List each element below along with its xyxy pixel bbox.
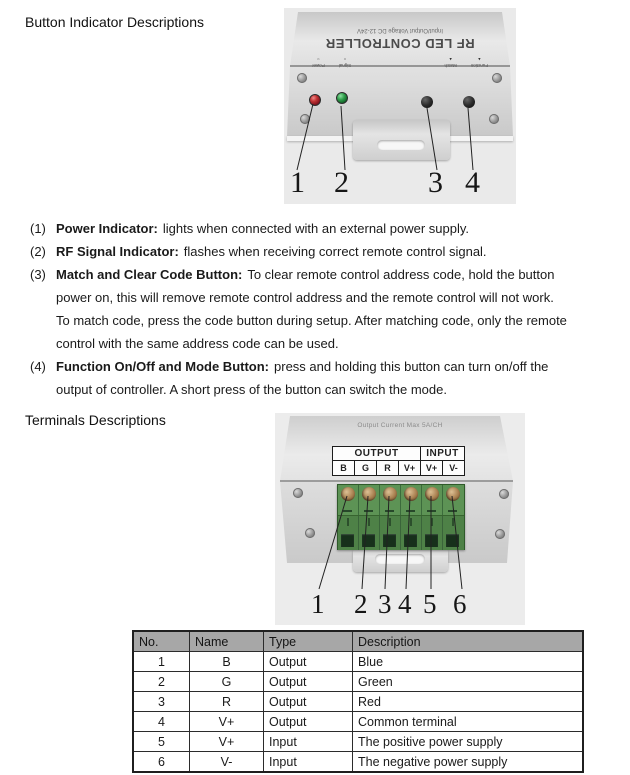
table-cell: Green <box>353 672 584 692</box>
item-title: Power Indicator: <box>56 221 158 236</box>
item-title: RF Signal Indicator: <box>56 244 179 259</box>
table-cell: 4 <box>133 712 190 732</box>
pin-group-label: OUTPUT <box>333 447 421 461</box>
column-header: Name <box>190 631 264 652</box>
table-cell: 2 <box>133 672 190 692</box>
item-text: control with the same address code can be used. <box>56 336 339 351</box>
list-item <box>30 355 622 401</box>
table-row <box>133 712 583 732</box>
table-cell: 6 <box>133 752 190 773</box>
item-text: press and holding this button can turn on/off the <box>274 359 549 374</box>
table-row <box>133 752 583 773</box>
item-text: flashes when receiving correct remote control signal. <box>183 244 487 259</box>
page-title: Button Indicator Descriptions <box>25 14 204 30</box>
button-descriptions <box>30 217 622 401</box>
panel-label-text: Signal <box>338 63 352 68</box>
item-text: output of controller. A short press of the button can switch the mode. <box>56 382 447 397</box>
terminals-title: Terminals Descriptions <box>25 412 166 428</box>
item-text: lights when connected with an external power supply. <box>162 221 470 236</box>
item-marker: (1) <box>30 221 46 236</box>
callout-number: 5 <box>423 589 437 619</box>
pin-cell: R <box>377 461 399 476</box>
table-row <box>133 652 583 672</box>
table-cell: G <box>190 672 264 692</box>
item-first-line <box>30 240 622 263</box>
pin-group-label: INPUT <box>421 447 465 461</box>
column-header: Type <box>264 631 353 652</box>
callout-number: 2 <box>354 589 368 619</box>
callout-number: 4 <box>465 166 480 199</box>
callout-number: 1 <box>311 589 325 619</box>
callout-number: 4 <box>398 589 412 619</box>
table-cell: B <box>190 652 264 672</box>
device-brand-text: RF LED CONTROLLER <box>325 36 475 51</box>
callout-lines <box>284 8 516 204</box>
item-text: To clear remote control address code, hold the button <box>247 267 555 282</box>
list-item <box>30 217 622 240</box>
table-cell: Common terminal <box>353 712 584 732</box>
callout-number: 3 <box>378 589 392 619</box>
table-cell: 3 <box>133 692 190 712</box>
table-cell: V+ <box>190 732 264 752</box>
controller-terminals-photo <box>275 413 525 625</box>
item-first-line <box>30 217 622 240</box>
table-cell: Input <box>264 732 353 752</box>
panel-label-text: Match <box>444 63 457 68</box>
pin-cell: V+ <box>399 461 421 476</box>
table-cell: The negative power supply <box>353 752 584 773</box>
pin-cell: V+ <box>421 461 443 476</box>
panel-label-text: Function <box>470 63 488 68</box>
list-item <box>30 240 622 263</box>
column-header: No. <box>133 631 190 652</box>
column-header: Description <box>353 631 584 652</box>
table-cell: V- <box>190 752 264 773</box>
panel-label-text: Power <box>312 63 325 68</box>
table-cell: Blue <box>353 652 584 672</box>
callout-number: 3 <box>428 166 443 199</box>
pin-cell: V- <box>443 461 465 476</box>
list-item <box>30 263 622 355</box>
table-cell: 1 <box>133 652 190 672</box>
table-cell: V+ <box>190 712 264 732</box>
item-text: To match code, press the code button during setup. After matching code, only the remote <box>56 313 567 328</box>
callout-number: 1 <box>290 166 305 199</box>
pin-cell: G <box>355 461 377 476</box>
callout-number: 6 <box>453 589 467 619</box>
indicator-dot-icon: ○ <box>343 57 347 63</box>
table-cell: Output <box>264 692 353 712</box>
table-row <box>133 692 583 712</box>
item-title: Match and Clear Code Button: <box>56 267 243 282</box>
table-cell: 5 <box>133 732 190 752</box>
indicator-dot-icon: ○ <box>317 57 320 63</box>
table-cell: Output <box>264 652 353 672</box>
table-cell: Red <box>353 692 584 712</box>
item-first-line <box>30 263 622 286</box>
output-current-label: Output Current Max 5A/CH <box>357 422 443 429</box>
arrow-icon: ▲ <box>477 57 482 63</box>
item-text: power on, this will remove remote control address and the remote control will not work. <box>56 290 554 305</box>
pin-cell: B <box>333 461 355 476</box>
callout-number: 2 <box>334 166 349 199</box>
table-cell: Output <box>264 672 353 692</box>
table-cell: Input <box>264 752 353 773</box>
table-cell: The positive power supply <box>353 732 584 752</box>
table-row <box>133 672 583 692</box>
controller-front-photo <box>284 8 516 204</box>
arrow-icon: ▲ <box>448 57 453 63</box>
device-voltage-text: Input/Output Voltage DC 12-24V <box>356 27 444 33</box>
table-row <box>133 732 583 752</box>
table-cell: Output <box>264 712 353 732</box>
item-marker: (2) <box>30 244 46 259</box>
terminals-table <box>132 630 584 773</box>
item-title: Function On/Off and Mode Button: <box>56 359 270 374</box>
item-first-line <box>30 355 622 378</box>
item-marker: (3) <box>30 267 46 282</box>
item-marker: (4) <box>30 359 46 374</box>
table-cell: R <box>190 692 264 712</box>
